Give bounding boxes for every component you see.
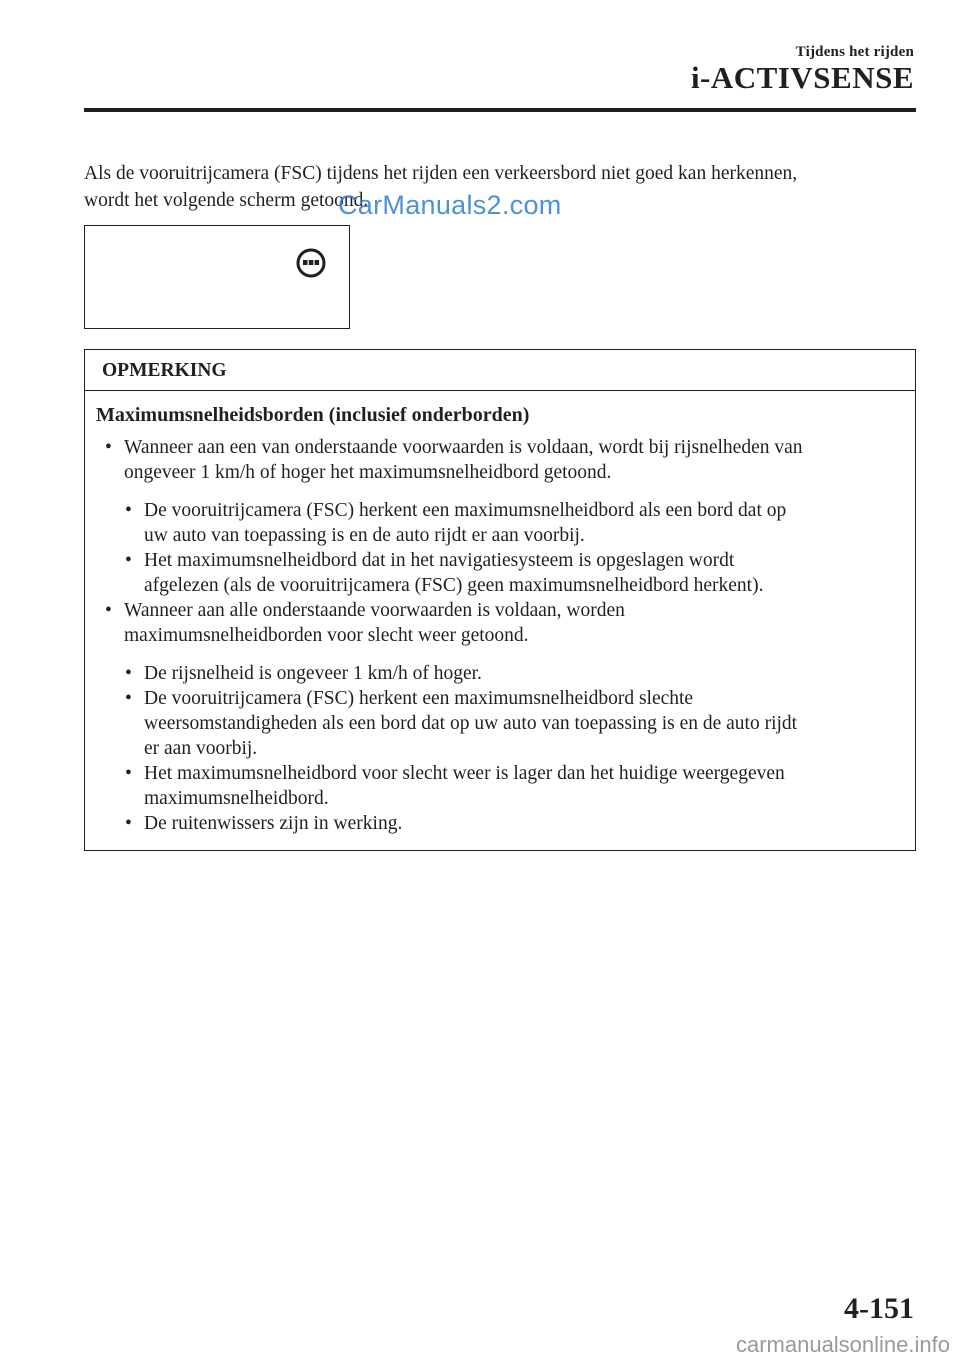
header-rule bbox=[84, 108, 916, 112]
bullet-dot: • bbox=[125, 550, 132, 571]
bullet-line: maximumsnelheidbord. bbox=[144, 788, 329, 809]
page-number: 4-151 bbox=[844, 1292, 914, 1325]
bullet-line: De vooruitrijcamera (FSC) herkent een maximumsnelheidbord slechte bbox=[144, 688, 694, 709]
bullet-dot: • bbox=[105, 437, 112, 458]
sub-bullet-item bbox=[96, 498, 903, 548]
sub-bullet-item bbox=[96, 661, 903, 686]
bullet-line: Wanneer aan een van onderstaande voorwaarden is voldaan, wordt bij rijsnelheden van bbox=[124, 437, 803, 458]
chapter-title: i-ACTIVSENSE bbox=[690, 60, 914, 95]
note-subtitle: Maximumsnelheidsborden (inclusief onderborden) bbox=[96, 404, 530, 426]
note-box bbox=[84, 349, 916, 851]
bullet-line: er aan voorbij. bbox=[144, 738, 258, 759]
sub-bullet-item bbox=[96, 548, 903, 598]
bullet-dot: • bbox=[125, 663, 132, 684]
note-body bbox=[85, 391, 915, 850]
bullet-line: Het maximumsnelheidbord dat in het navigatiesysteem is opgeslagen wordt bbox=[144, 550, 735, 571]
bullet-item bbox=[96, 598, 903, 648]
bullet-line: De vooruitrijcamera (FSC) herkent een maximumsnelheidbord als een bord dat op bbox=[144, 500, 787, 521]
bullet-line: Het maximumsnelheidbord voor slecht weer is lager dan het huidige weergegeven bbox=[144, 763, 785, 784]
sub-bullet-item bbox=[96, 811, 903, 836]
bullet-dot: • bbox=[125, 500, 132, 521]
bullet-line: afgelezen (als de vooruitrijcamera (FSC) geen maximumsnelheidbord herkent). bbox=[144, 575, 764, 596]
bullet-dot: • bbox=[125, 813, 132, 834]
note-header: OPMERKING bbox=[85, 350, 915, 391]
bullet-dot: • bbox=[105, 600, 112, 621]
bullet-line: ongeveer 1 km/h of hoger het maximumsnelheidbord getoond. bbox=[124, 462, 612, 483]
site-watermark: carmanualsonline.info bbox=[735, 1332, 950, 1357]
intro-line: wordt het volgende scherm getoond. bbox=[84, 190, 369, 211]
bullet-line: weersomstandigheden als een bord dat op uw auto van toepassing is en de auto rijdt bbox=[144, 713, 798, 734]
intro-line: Als de vooruitrijcamera (FSC) tijdens het rijden een verkeersbord niet goed kan herkennen, bbox=[84, 163, 798, 184]
bullet-dot: • bbox=[125, 763, 132, 784]
bullet-line: maximumsnelheidborden voor slecht weer getoond. bbox=[124, 625, 529, 646]
sub-bullet-item bbox=[96, 761, 903, 811]
section-label: Tijdens het rijden bbox=[795, 44, 914, 60]
sub-bullet-item bbox=[96, 686, 903, 761]
bullet-line: Wanneer aan alle onderstaande voorwaarden is voldaan, worden bbox=[124, 600, 625, 621]
bullet-line: uw auto van toepassing is en de auto rijdt er aan voorbij. bbox=[144, 525, 585, 546]
display-screen-illustration bbox=[84, 225, 350, 329]
bullet-line: De ruitenwissers zijn in werking. bbox=[144, 813, 403, 834]
unrecognized-sign-icon bbox=[296, 248, 326, 278]
bullet-item bbox=[96, 435, 903, 485]
bullet-line: De rijsnelheid is ongeveer 1 km/h of hoger. bbox=[144, 663, 482, 684]
bullet-dot: • bbox=[125, 688, 132, 709]
watermark: CarManuals2.com bbox=[338, 190, 562, 220]
